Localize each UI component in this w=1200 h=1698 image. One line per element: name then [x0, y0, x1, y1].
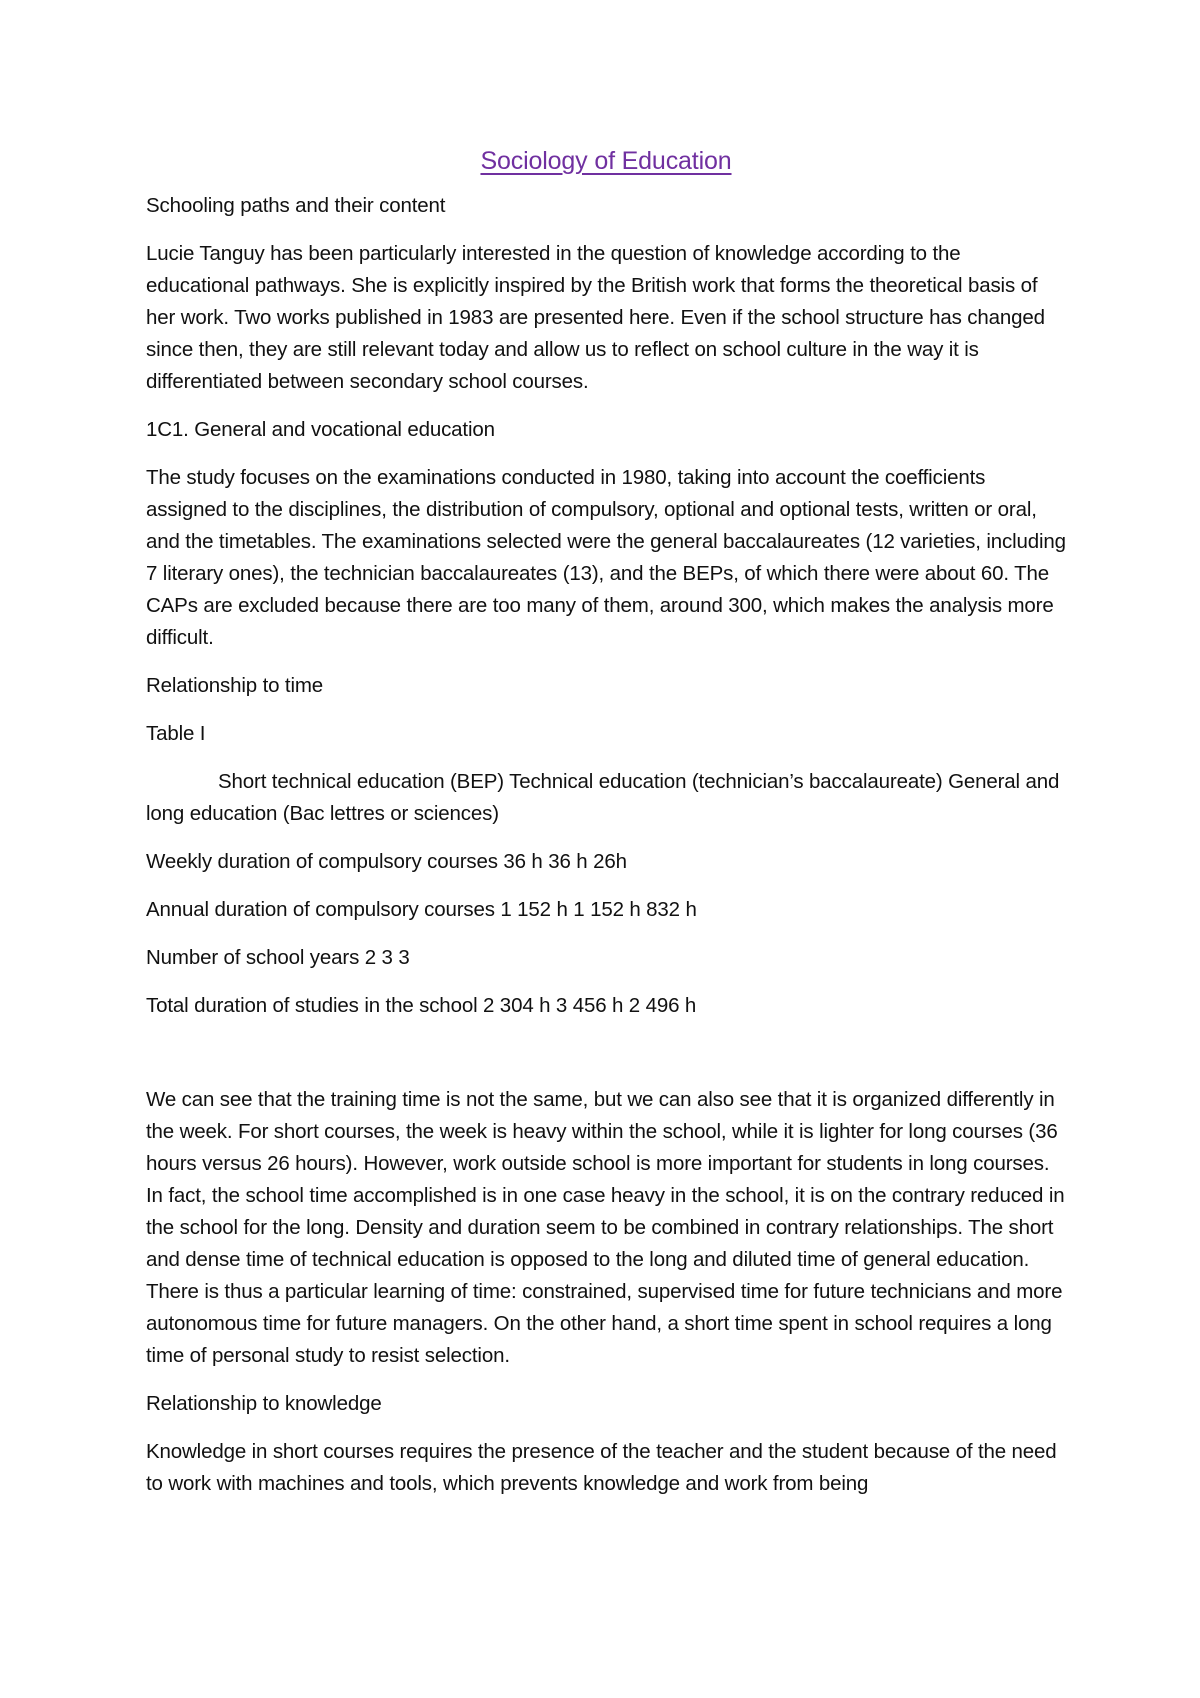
paragraph-analysis: We can see that the training time is not the same, but we can also see that it is organized differently in the week. For short courses, the week is heavy within the school, while it is lighter for long courses (36 hours versus 26 hours). However, work outside school is more important for students in long courses. In fact, the school time accomplished is in one case heavy in the school, it is on the contrary reduced in the school for the long. Density and duration seem to be combined in contrary relationships. The short and dense time of technical education is opposed to the long and diluted time of general education. There is thus a particular learning of time: constrained, supervised time for future technicians and more autonomous time for future managers. On the other hand, a short time spent in school requires a long time of personal study to resist selection. — [146, 1088, 1065, 1367]
subheading-schooling-paths: Schooling paths and their content — [146, 194, 446, 217]
spacer — [146, 1038, 1066, 1084]
table-row-weekly: Weekly duration of compulsory courses 36 h 36 h 26h — [146, 850, 627, 873]
paragraph-knowledge: Knowledge in short courses requires the presence of the teacher and the student because of the need to work with machines and tools, which prevents knowledge and work from being — [146, 1440, 1057, 1495]
table-label: Table I — [146, 722, 206, 745]
table-row-years: Number of school years 2 3 3 — [146, 946, 410, 969]
table-row-total: Total duration of studies in the school 2 304 h 3 456 h 2 496 h — [146, 994, 697, 1017]
table-row-annual: Annual duration of compulsory courses 1 152 h 1 152 h 832 h — [146, 898, 697, 921]
subheading-relationship-time: Relationship to time — [146, 674, 324, 697]
document-body — [146, 144, 1066, 1516]
subheading-relationship-knowledge: Relationship to knowledge — [146, 1392, 382, 1415]
paragraph-study: The study focuses on the examinations conducted in 1980, taking into account the coefficients assigned to the disciplines, the distribution of compulsory, optional and optional tests, written or oral, and the timetables. The examinations selected were the general baccalaureates (12 varieties, including 7 literary ones), the technician baccalaureates (13), and the BEPs, of which there were about 60. The CAPs are excluded because there are too many of them, around 300, which makes the analysis more difficult. — [146, 466, 1066, 649]
subheading-general-vocational: 1C1. General and vocational education — [146, 418, 495, 441]
paragraph-intro: Lucie Tanguy has been particularly interested in the question of knowledge according to the educational pathways. She is explicitly inspired by the British work that forms the theoretical basis of her work. Two works published in 1983 are presented here. Even if the school structure has changed since then, they are still relevant today and allow us to reflect on school culture in the way it is differentiated between secondary school courses. — [146, 242, 1045, 393]
table-header-row: Short technical education (BEP) Technical education (technician’s baccalaureate) General and long education (Bac lettres or sciences) — [146, 770, 1060, 825]
page-title: Sociology of Education — [480, 147, 732, 175]
